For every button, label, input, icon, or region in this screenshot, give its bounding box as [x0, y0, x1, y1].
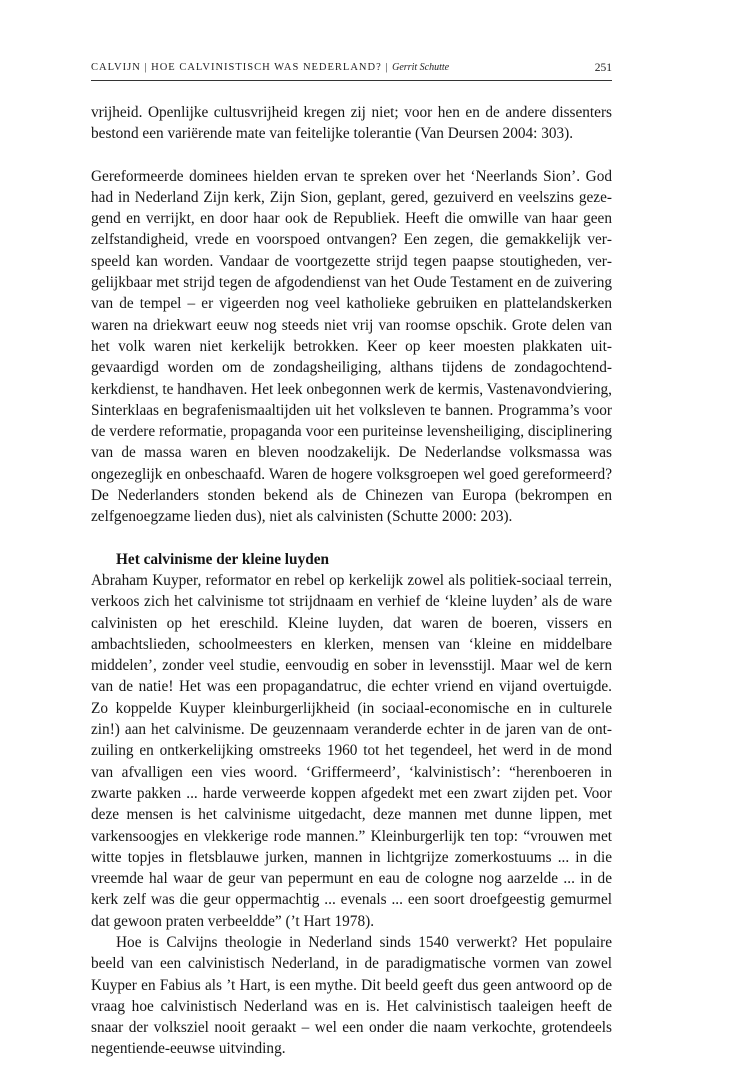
body-text	[91, 102, 612, 1060]
paragraph-conclusion: Hoe is Calvijns theologie in Nederland sinds 1540 verwerkt? Het populaire beeld van een calvinistisch Nederland, in de paradigmatische vormen van zowel Kuyper en Fabius als ’t Hart, is een mythe. Dit beeld geeft dus geen antwoord op de vraag hoe calvinistisch Nederland was en is. Het calvinistisch taaleigen heeft de snaar der volksziel nooit geraakt – wel een onder die naam verkochte, grotendeels negentiende-eeuwse uitvinding.	[91, 933, 612, 1058]
running-head-author: Gerrit Schutte	[392, 62, 450, 73]
paragraph-kuyper: Abraham Kuyper, reformator en rebel op kerkelijk zowel als politiek-sociaal terrein, verkoos zich het calvinisme tot strijdnaam en verhief de ‘kleine luyden’ als de ware calvinisten op het ereschild. Kleine luyden, dat waren de boeren, vissers en ambachtslieden, schoolmeesters en klerken, mensen van ‘kleine en middelbare middelen’, zonder veel studie, eenvoudig en sober in levensstijl. Maar wel de kern van de natie! Het was een propagandatruc, die echter vriend en vijand overtuigde. Zo koppelde Kuyper kleinburgerlijkheid (in sociaal-economische en in culturele zin!) aan het calvinisme. De geuzennaam veranderde echter in de jaren van de ontzuiling en ontkerkelijking omstreeks 1960 tot het tegendeel, het werd in de mond van afvalligen een vies woord. ‘Griffermeerd’, ‘kalvinistisch’: “herenboeren in zwarte pakken ... harde verweerde koppen afgedekt met een zwart zijden pet. Voor deze mensen is het calvinisme uitgedacht, deze mannen met dunne lippen, met varkensoogjes en vlekkerige rode mannen.” Kleinburgerlijk ten top: “vrouwen met witte topjes in fletsblauwe jurken, mannen in lichtgrijze zomerkostuums ... in die vreemde hal waar de geur van pepermunt en eau de cologne nog aarzelde ... in de kerk zelf was die geur oppermachtig ... evenals ... een soort droefgeestig gemurmel dat gewoon praten verbeeldde” (’t Hart 1978).	[91, 571, 612, 930]
page-number: 251	[594, 62, 612, 74]
section-heading: Het calvinisme der kleine luyden	[116, 550, 330, 568]
running-head	[91, 62, 612, 81]
running-head-title: CALVIJN | HOE CALVINISTISCH WAS NEDERLAND? |	[91, 62, 389, 73]
paragraph-neerlands-sion: Gereformeerde dominees hielden ervan te spreken over het ‘Neerlands Sion’. God had in Nederland Zijn kerk, Zijn Sion, geplant, gered, gezuiverd en veelszins gezegend en verrijkt, en door haar ook de Republiek. Heeft die omwille van haar geen zelfstandigheid, vrede en voorspoed ontvangen? Een zegen, die gemakkelijk verspeeld kan worden. Vandaar de voortgezette strijd tegen paapse stoutigheden, vergelijkbaar met strijd tegen de afgodendienst van het Oude Testament en de zuivering van de tempel – er vigeerden nog veel katholieke gebruiken en plattelandskerken waren na driekwart eeuw nog steeds niet vrij van roomse opschik. Grote delen van het volk waren niet kerkelijk betrokken. Keer op keer moesten plakkaten uitgevaardigd worden om de zondagsheiliging, althans tijdens de zondagochtendkerkdienst, te handhaven. Het leek onbegonnen werk de kermis, Vastenavondviering, Sinterklaas en begrafenismaaltijden uit het volksleven te bannen. Programma’s voor de verdere reformatie, propaganda voor een puriteinse levensheiliging, disciplinering van de massa waren en bleven noodzakelijk. De Nederlandse volksmassa was ongezeglijk en onbeschaafd. Waren de hogere volksgroepen wel goed gereformeerd? De Nederlanders stonden bekend als de Chinezen van Europa (bekrompen en zelfgenoegzame lieden dus), niet als calvinisten (Schutte 2000: 203).	[91, 167, 612, 526]
paragraph-continued: vrijheid. Openlijke cultusvrijheid kregen zij niet; voor hen en de andere dissenters bestond een variërende mate van feitelijke tolerantie (Van Deursen 2004: 303).	[91, 104, 612, 143]
